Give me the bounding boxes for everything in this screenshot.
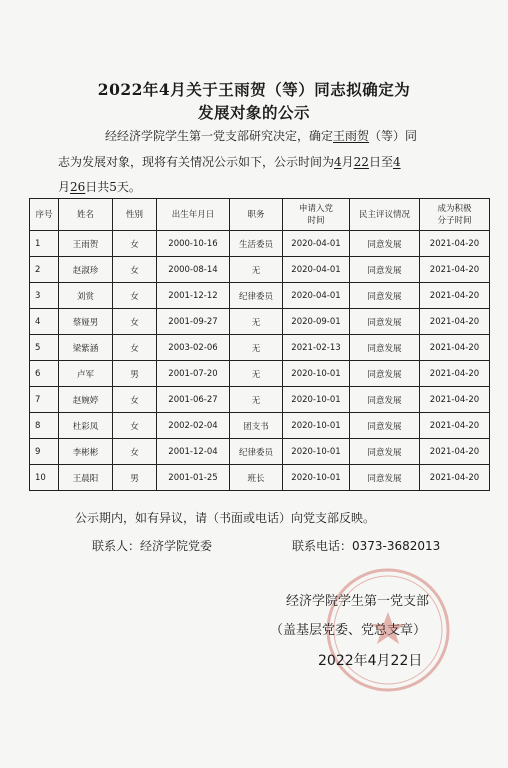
table-body (30, 231, 490, 491)
cell-active-date: 2021-04-20 (420, 413, 490, 439)
header-active-line-1: 成为积极 (437, 203, 472, 214)
cell-name: 赵婉婷 (59, 387, 113, 413)
intro-text: 月 (341, 155, 354, 169)
cell-active-date: 2021-04-20 (420, 465, 490, 491)
header-review: 民主评议情况 (350, 199, 420, 231)
cell-role: 无 (230, 257, 283, 283)
table-row (30, 283, 490, 309)
cell-apply-date: 2021-02-13 (283, 335, 350, 361)
contact-phone: 联系电话：0373-3682013 (292, 539, 441, 553)
cell-no: 9 (30, 439, 59, 465)
cell-no: 7 (30, 387, 59, 413)
start-month: 4 (334, 155, 342, 169)
cell-birth: 2002-02-04 (157, 413, 230, 439)
cell-no: 1 (30, 231, 59, 257)
cell-birth: 2001-12-04 (157, 439, 230, 465)
cell-role: 无 (230, 309, 283, 335)
cell-active-date: 2021-04-20 (420, 439, 490, 465)
signature-date: 2022年4月22日 (318, 653, 423, 669)
cell-role: 班长 (230, 465, 283, 491)
cell-birth: 2000-08-14 (157, 257, 230, 283)
cell-gender: 女 (113, 283, 157, 309)
intro-text: （等）同 (369, 129, 418, 143)
signature-stamp-note: （盖基层党委、党总支章） (270, 623, 427, 638)
cell-role: 团支书 (230, 413, 283, 439)
cell-review: 同意发展 (350, 465, 420, 491)
cell-active-date: 2021-04-20 (420, 231, 490, 257)
header-apply-line-1: 申请入党 (298, 203, 333, 214)
cell-no: 8 (30, 413, 59, 439)
cell-active-date: 2021-04-20 (420, 387, 490, 413)
cell-gender: 男 (113, 361, 157, 387)
cell-apply-date: 2020-10-01 (283, 387, 350, 413)
intro-text: 日共5天。 (85, 180, 141, 194)
header-apply-date (283, 199, 350, 231)
header-apply-line-2: 时间 (307, 215, 325, 226)
cell-name: 蔡娅男 (59, 309, 113, 335)
cell-no: 2 (30, 257, 59, 283)
cell-review: 同意发展 (350, 439, 420, 465)
cell-name: 杜彩凤 (59, 413, 113, 439)
signature-org: 经济学院学生第一党支部 (286, 594, 430, 609)
candidate-table (29, 198, 490, 491)
cell-review: 同意发展 (350, 231, 420, 257)
intro-text: 日至 (368, 155, 393, 169)
cell-gender: 女 (113, 387, 157, 413)
contact-person: 联系人：经济学院党委 (92, 539, 213, 553)
cell-birth: 2001-06-27 (157, 387, 230, 413)
cell-name: 梁紫涵 (59, 335, 113, 361)
table-row (30, 335, 490, 361)
cell-birth: 2001-07-20 (157, 361, 230, 387)
cell-gender: 女 (113, 413, 157, 439)
cell-review: 同意发展 (350, 361, 420, 387)
table-row (30, 465, 490, 491)
cell-birth: 2001-12-12 (157, 283, 230, 309)
objection-notice: 公示期内，如有异议，请（书面或电话）向党支部反映。 (75, 511, 376, 525)
start-day: 22 (353, 155, 369, 169)
cell-no: 5 (30, 335, 59, 361)
cell-apply-date: 2020-10-01 (283, 361, 350, 387)
cell-no: 4 (30, 309, 59, 335)
table-row (30, 231, 490, 257)
cell-apply-date: 2020-04-01 (283, 231, 350, 257)
table-row (30, 309, 490, 335)
cell-birth: 2000-10-16 (157, 231, 230, 257)
candidate-name: 王雨贺 (333, 129, 370, 143)
end-day: 26 (70, 180, 86, 194)
cell-apply-date: 2020-04-01 (283, 283, 350, 309)
cell-role: 无 (230, 361, 283, 387)
cell-apply-date: 2020-10-01 (283, 439, 350, 465)
cell-active-date: 2021-04-20 (420, 283, 490, 309)
header-name: 姓名 (59, 199, 113, 231)
cell-review: 同意发展 (350, 257, 420, 283)
cell-review: 同意发展 (350, 309, 420, 335)
table-row (30, 439, 490, 465)
cell-review: 同意发展 (350, 413, 420, 439)
cell-gender: 女 (113, 439, 157, 465)
intro-text: 经经济学院学生第一党支部研究决定，确定 (105, 129, 334, 143)
cell-role: 纪律委员 (230, 283, 283, 309)
intro-line-2 (58, 153, 401, 170)
intro-line-1 (105, 127, 417, 144)
cell-role: 生活委员 (230, 231, 283, 257)
cell-review: 同意发展 (350, 387, 420, 413)
table-row (30, 361, 490, 387)
cell-gender: 女 (113, 335, 157, 361)
cell-gender: 女 (113, 257, 157, 283)
intro-text: 志为发展对象，现将有关情况公示如下，公示时间为 (58, 155, 335, 169)
cell-role: 无 (230, 335, 283, 361)
cell-role: 纪律委员 (230, 439, 283, 465)
table-header-row (30, 199, 490, 231)
cell-gender: 女 (113, 231, 157, 257)
cell-no: 6 (30, 361, 59, 387)
document-title-line-1: 2022年4月关于王雨贺（等）同志拟确定为 (97, 80, 411, 99)
cell-role: 无 (230, 387, 283, 413)
header-no: 序号 (30, 199, 59, 231)
cell-apply-date: 2020-04-01 (283, 257, 350, 283)
cell-review: 同意发展 (350, 283, 420, 309)
header-active-line-2: 分子时间 (437, 215, 472, 226)
document-title-line-2: 发展对象的公示 (197, 103, 310, 122)
cell-birth: 2003-02-06 (157, 335, 230, 361)
cell-active-date: 2021-04-20 (420, 309, 490, 335)
header-role: 职务 (230, 199, 283, 231)
table-row (30, 387, 490, 413)
cell-birth: 2001-09-27 (157, 309, 230, 335)
cell-apply-date: 2020-10-01 (283, 465, 350, 491)
table-row (30, 257, 490, 283)
intro-text: 月 (58, 180, 71, 194)
cell-active-date: 2021-04-20 (420, 361, 490, 387)
cell-gender: 女 (113, 309, 157, 335)
cell-name: 卢军 (59, 361, 113, 387)
cell-apply-date: 2020-09-01 (283, 309, 350, 335)
cell-no: 10 (30, 465, 59, 491)
header-gender: 性别 (113, 199, 157, 231)
end-month: 4 (392, 155, 401, 169)
cell-name: 王晨阳 (59, 465, 113, 491)
header-active-date (420, 199, 490, 231)
cell-active-date: 2021-04-20 (420, 335, 490, 361)
cell-no: 3 (30, 283, 59, 309)
cell-gender: 男 (113, 465, 157, 491)
table-row (30, 413, 490, 439)
cell-active-date: 2021-04-20 (420, 257, 490, 283)
cell-name: 赵淑珍 (59, 257, 113, 283)
cell-birth: 2001-01-25 (157, 465, 230, 491)
cell-name: 刘赏 (59, 283, 113, 309)
cell-review: 同意发展 (350, 335, 420, 361)
cell-name: 李彬彬 (59, 439, 113, 465)
cell-apply-date: 2020-10-01 (283, 413, 350, 439)
intro-line-3 (58, 178, 141, 195)
cell-name: 王雨贺 (59, 231, 113, 257)
header-birth: 出生年月日 (157, 199, 230, 231)
